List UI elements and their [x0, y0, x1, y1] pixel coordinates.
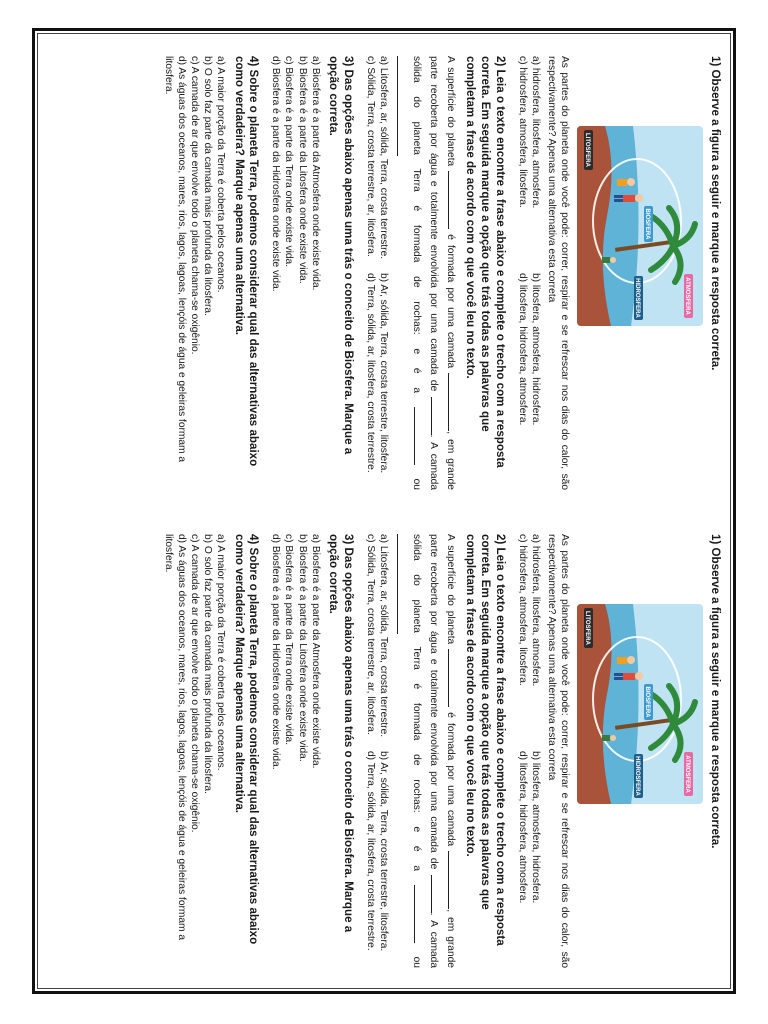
q3-options — [269, 534, 321, 968]
q1-title: 1) Observe a figura a seguir e marque a resposta correta. — [709, 56, 722, 371]
q4-option-c[interactable]: c) A camada de ar que envolve todo o planeta chama-se oxigênio. — [188, 56, 200, 355]
q2-title: 2) Leia o texto encontre a frase abaixo e complete o trecho com a resposta correta. Em seguida marque a opção que trás todas as palavras que completam a frase de acordo com o que você leu no texto. — [464, 56, 507, 468]
q1-options — [516, 534, 542, 968]
q4-title: 4) Sobre o planeta Terra, podemos considerar qual das alternativas abaixo como verdadeira? Marque apenas uma alternativa. — [232, 534, 261, 945]
q1-text: As partes do planeta onde você pode: correr, respirar e se refrescar nos dias do calor, são respectivamente? Apenas uma alternativa esta correta — [546, 56, 571, 490]
q1-text: As partes do planeta onde você pode: correr, respirar e se refrescar nos dias do calor, são respectivamente? Apenas uma alternativa esta correta — [546, 534, 571, 968]
q2-line-4 — [393, 534, 407, 968]
label-litosfera: LITOSFERA — [584, 133, 591, 167]
q2-line-2: parte recoberta por água e totalmente envolvida por uma camada de . A camada — [428, 56, 440, 490]
q2-line-3: sólida do planeta Terra é formada de rochas: e é a ou — [411, 534, 423, 968]
inner-border — [37, 33, 731, 989]
q4-option-b[interactable]: b) O solo faz parte da camada mais profunda da litosfera. — [201, 56, 213, 316]
q4-option-d[interactable]: d) As águas dos oceanos, mares, rios, lagos, lagoas, lençóis de água e geleiras formam a litosfera. — [162, 56, 187, 463]
q2-option-b[interactable]: b) Ar, sólida, Terra, crosta terrestre, litosfera. — [378, 273, 390, 474]
q2-option-c[interactable]: c) Sólida, Terra, crosta terrestre, ar, litosfera. — [365, 56, 377, 257]
q3-option-d[interactable]: d) Biosfera é a parte da Hidrosfera onde existe vida. — [270, 534, 282, 770]
blank-5[interactable] — [397, 56, 407, 156]
q3-option-b[interactable]: b) Biosfera é a parte da Litosfera onde existe vida. — [296, 534, 308, 762]
q1-option-d[interactable]: d) litosfera, hidrosfera, atmosfera. — [517, 273, 529, 426]
blank-3[interactable] — [431, 875, 441, 913]
blank-4[interactable] — [414, 885, 424, 943]
rotated-worksheet-spread — [38, 34, 736, 994]
blank-2[interactable] — [449, 373, 459, 431]
spheres-illustration — [577, 604, 703, 804]
q4-option-c[interactable]: c) A camada de ar que envolve todo o planeta chama-se oxigênio. — [188, 534, 200, 833]
worksheet-copy-right — [38, 516, 736, 978]
label-biosfera: BIOSFERA — [644, 686, 651, 718]
label-litosfera: LITOSFERA — [584, 611, 591, 645]
blank-1[interactable] — [449, 649, 459, 707]
blank-2[interactable] — [449, 851, 459, 909]
q1-option-a[interactable]: a) hidrosfera, litosfera, atmosfera. — [530, 534, 542, 687]
q2-line-3: sólida do planeta Terra é formada de rochas: e é a ou — [411, 56, 423, 490]
q2-option-d[interactable]: d) Terra, sólida, ar, litosfera, crosta terrestre. — [365, 273, 377, 473]
q2-option-d[interactable]: d) Terra, sólida, ar, litosfera, crosta terrestre. — [365, 751, 377, 951]
q4-option-b[interactable]: b) O solo faz parte da camada mais profunda da litosfera. — [201, 534, 213, 794]
q1-title: 1) Observe a figura a seguir e marque a resposta correta. — [709, 534, 722, 849]
q3-title: 3) Das opções abaixo apenas uma trás o conceito de Biosfera. Marque a opção correta. — [327, 56, 356, 455]
q1-option-b[interactable]: b) litosfera, atmosfera, hidrosfera. — [530, 273, 542, 426]
q3-option-c[interactable]: c) Biosfera é a parte da Terra onde existe vida. — [283, 56, 295, 268]
q4-options — [161, 534, 226, 968]
q3-option-a[interactable]: a) Biosfera é a parte da Atmosfera onde existe vida. — [309, 56, 321, 291]
label-biosfera: BIOSFERA — [644, 208, 651, 240]
q2-option-c[interactable]: c) Sólida, Terra, crosta terrestre, ar, litosfera. — [365, 534, 377, 735]
q4-option-d[interactable]: d) As águas dos oceanos, mares, rios, lagos, lagoas, lençóis de água e geleiras formam a litosfera. — [162, 534, 187, 941]
blank-1[interactable] — [449, 171, 459, 229]
q2-option-b[interactable]: b) Ar, sólida, Terra, crosta terrestre, litosfera. — [378, 751, 390, 952]
q2-line-1: A superfície do planeta é formada por uma camada , em grande — [445, 534, 457, 968]
q3-option-d[interactable]: d) Biosfera é a parte da Hidrosfera onde existe vida. — [270, 56, 282, 292]
q4-option-a[interactable]: a) A maior porção da Terra é coberta pelos oceanos. — [214, 534, 226, 771]
spheres-illustration — [577, 126, 703, 326]
q1-figure — [577, 604, 703, 804]
label-hidrosfera: HIDROSFERA — [634, 756, 641, 796]
q2-line-1: A superfície do planeta é formada por uma camada , em grande — [445, 56, 457, 490]
page-border — [32, 28, 736, 994]
q1-figure — [577, 126, 703, 326]
q1-option-b[interactable]: b) litosfera, atmosfera, hidrosfera. — [530, 751, 542, 904]
q1-options — [516, 56, 542, 490]
q1-option-d[interactable]: d) litosfera, hidrosfera, atmosfera. — [517, 751, 529, 904]
blank-3[interactable] — [431, 397, 441, 435]
label-atmosfera: ATMOSFERA — [684, 755, 691, 793]
blank-5[interactable] — [397, 534, 407, 634]
q3-title: 3) Das opções abaixo apenas uma trás o conceito de Biosfera. Marque a opção correta. — [327, 534, 356, 933]
q2-line-2: parte recoberta por água e totalmente envolvida por uma camada de . A camada — [428, 534, 440, 968]
q3-option-c[interactable]: c) Biosfera é a parte da Terra onde existe vida. — [283, 534, 295, 746]
q2-option-a[interactable]: a) Litosfera, ar, sólida, Terra, crosta terrestre. — [378, 56, 390, 260]
q2-options — [364, 56, 390, 490]
q4-option-a[interactable]: a) A maior porção da Terra é coberta pelos oceanos. — [214, 56, 226, 293]
q2-title: 2) Leia o texto encontre a frase abaixo e complete o trecho com a resposta correta. Em seguida marque a opção que trás todas as palavras que completam a frase de acordo com o que você leu no texto. — [464, 534, 507, 946]
q2-options — [364, 534, 390, 968]
label-hidrosfera: HIDROSFERA — [634, 278, 641, 318]
q3-option-b[interactable]: b) Biosfera é a parte da Litosfera onde existe vida. — [296, 56, 308, 284]
q2-line-4 — [393, 56, 407, 490]
q4-options — [161, 56, 226, 490]
q2-option-a[interactable]: a) Litosfera, ar, sólida, Terra, crosta terrestre. — [378, 534, 390, 738]
blank-4[interactable] — [414, 407, 424, 465]
label-atmosfera: ATMOSFERA — [684, 277, 691, 315]
q3-options — [269, 56, 321, 490]
worksheet-copy-left — [38, 38, 736, 500]
q3-option-a[interactable]: a) Biosfera é a parte da Atmosfera onde existe vida. — [309, 534, 321, 769]
q1-option-a[interactable]: a) hidrosfera, litosfera, atmosfera. — [530, 56, 542, 209]
q1-option-c[interactable]: c) hidrosfera, atmosfera, litosfera. — [517, 534, 529, 686]
q1-option-c[interactable]: c) hidrosfera, atmosfera, litosfera. — [517, 56, 529, 208]
q4-title: 4) Sobre o planeta Terra, podemos considerar qual das alternativas abaixo como verdadeira? Marque apenas uma alternativa. — [232, 56, 261, 467]
